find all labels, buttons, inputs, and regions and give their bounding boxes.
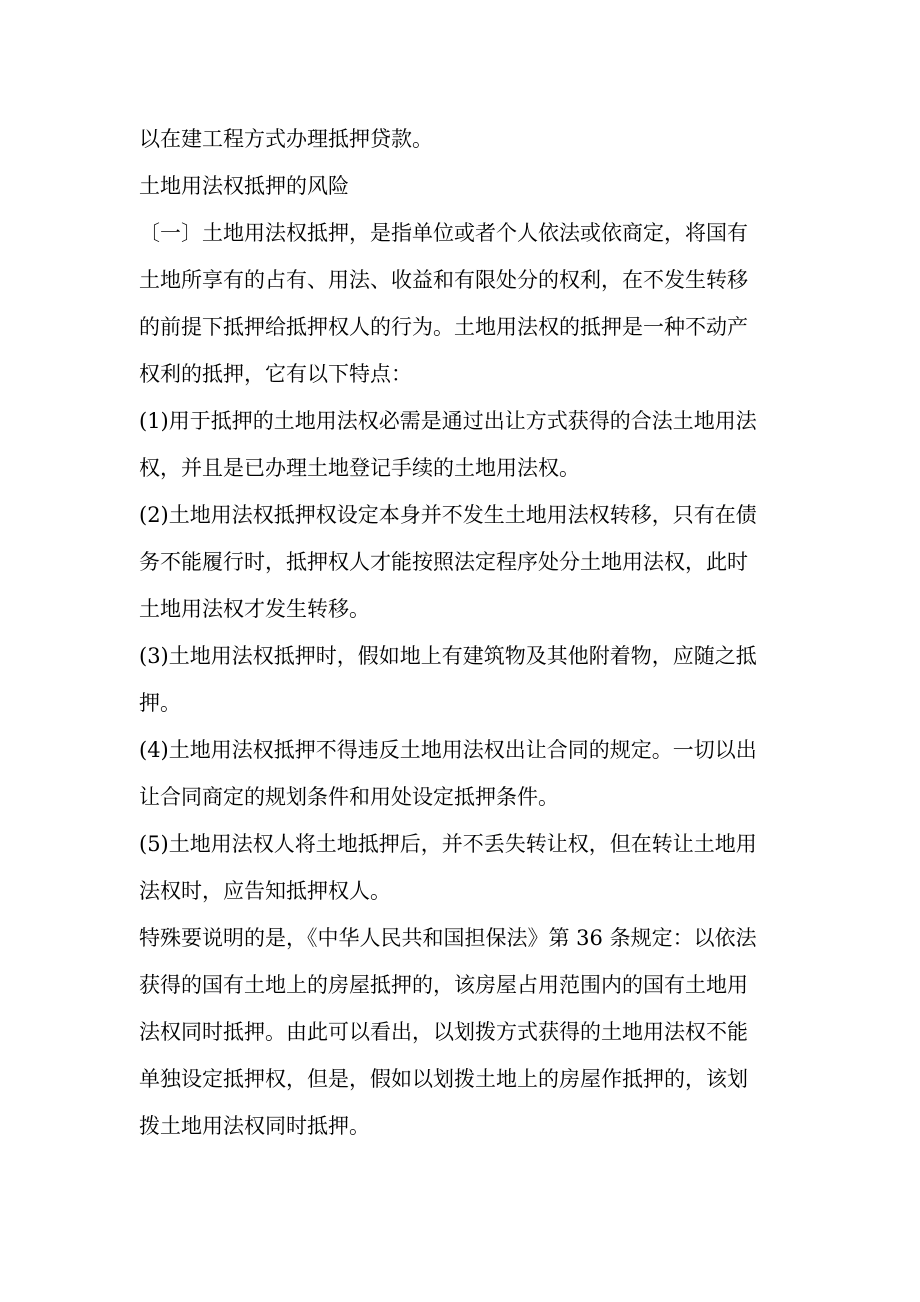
text-line: 土地所享有的占有、用法、收益和有限处分的权利，在不发生转移 xyxy=(139,268,748,292)
text-line: (4)土地用法权抵押不得违反土地用法权出让合同的规定。一切以出 xyxy=(139,738,757,762)
section-heading: 土地用法权抵押的风险 xyxy=(139,174,349,198)
text-line: (5)土地用法权人将土地抵押后，并不丢失转让权，但在转让土地用 xyxy=(139,832,757,856)
text-line: 〔一〕土地用法权抵押，是指单位或者个人依法或依商定，将国有 xyxy=(139,221,748,245)
text-line: 法权同时抵押。由此可以看出，以划拨方式获得的土地用法权不能 xyxy=(139,1020,748,1044)
text-line: 法权时，应告知抵押权人。 xyxy=(139,879,391,903)
text-line: 单独设定抵押权，但是，假如以划拨土地上的房屋作抵押的，该划 xyxy=(139,1067,748,1091)
text-line: 以在建工程方式办理抵押贷款。 xyxy=(139,127,433,151)
text-line: 土地用法权才发生转移。 xyxy=(139,597,370,621)
document-body xyxy=(139,116,784,1150)
text-line: (1)用于抵押的土地用法权必需是通过出让方式获得的合法土地用法 xyxy=(139,409,757,433)
text-line: 权利的抵押，它有以下特点： xyxy=(139,362,412,386)
text-line: 拨土地用法权同时抵押。 xyxy=(139,1114,370,1138)
text-line: 的前提下抵押给抵押权人的行为。土地用法权的抵押是一种不动产 xyxy=(139,315,748,339)
text-line: (3)土地用法权抵押时，假如地上有建筑物及其他附着物，应随之抵 xyxy=(139,644,757,668)
text-line: 获得的国有土地上的房屋抵押的，该房屋占用范围内的国有土地用 xyxy=(139,973,748,997)
text-line: 特殊要说明的是，《中华人民共和国担保法》第 36 条规定：以依法 xyxy=(139,926,757,950)
text-line: 让合同商定的规划条件和用处设定抵押条件。 xyxy=(139,785,559,809)
text-line: 权，并且是已办理土地登记手续的土地用法权。 xyxy=(139,456,580,480)
text-line: 务不能履行时，抵押权人才能按照法定程序处分土地用法权，此时 xyxy=(139,550,748,574)
text-line: (2)土地用法权抵押权设定本身并不发生土地用法权转移，只有在债 xyxy=(139,503,757,527)
text-line: 押。 xyxy=(139,691,181,715)
